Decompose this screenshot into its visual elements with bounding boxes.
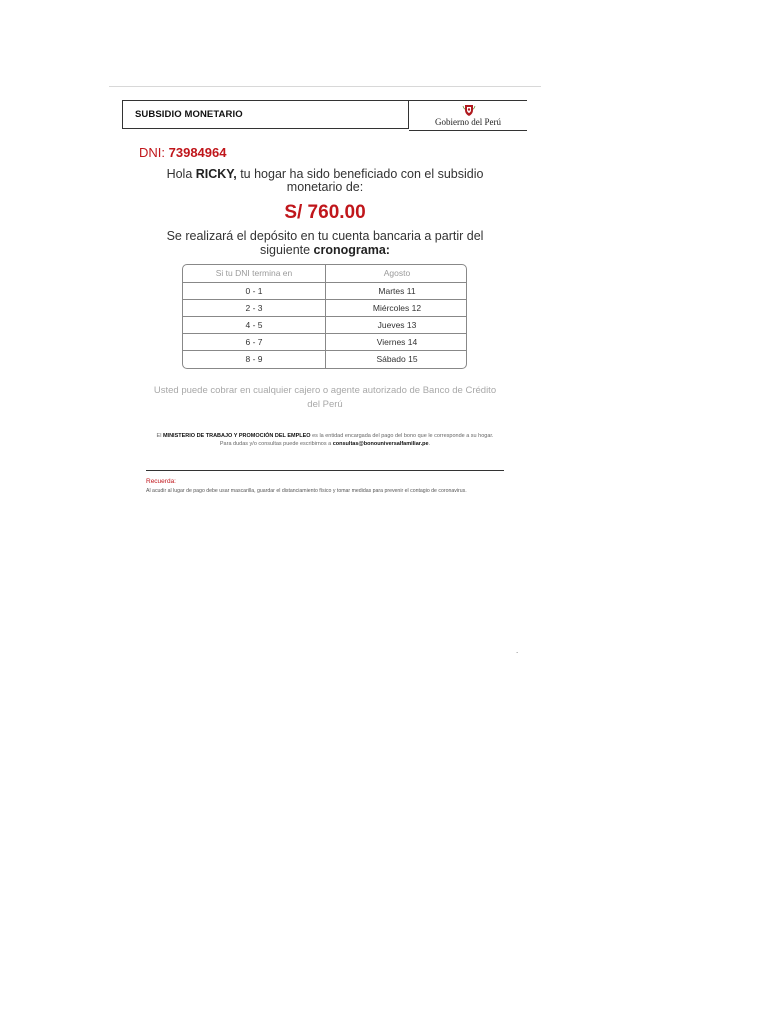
dni-range: 2 - 3 [245,303,263,313]
stray-dot: . [516,646,519,655]
ministry-prefix: El [156,433,163,439]
payment-date: Sábado 15 [376,354,418,364]
table-row [183,333,466,350]
top-divider [109,86,541,87]
reminder-title: Recuerda: [146,478,176,485]
greeting-prefix: Hola [166,167,196,181]
dni-number: 73984964 [168,145,227,160]
ministry-suffix: es la entidad encargada del pago del bono que le corresponde a su hogar. [310,433,494,439]
header-month: Agosto [383,268,411,278]
table-row [183,316,466,333]
payment-date: Viernes 14 [376,337,418,347]
dni-range: 6 - 7 [245,337,263,347]
dni-label: DNI: [139,145,169,160]
deposit-bold: cronograma: [313,243,390,257]
collection-info: Usted puede cobrar en cualquier cajero o agente autorizado de Banco de Crédito del Perú [153,385,497,410]
table-row [183,282,466,299]
header-title-box [122,100,409,129]
schedule-table [182,264,467,369]
dni-range: 4 - 5 [245,320,263,330]
beneficiary-name: RICKY, [195,167,237,181]
gobierno-logo [409,100,527,131]
dni-range: 8 - 9 [245,354,263,364]
subsidy-amount: S/ 760.00 [284,202,366,223]
ministry-name: MINISTERIO DE TRABAJO Y PROMOCIÓN DEL EMPLEO [162,433,311,439]
payment-date: Miércoles 12 [372,303,422,313]
contact-suffix: . [428,441,431,447]
payment-date: Jueves 13 [377,320,417,330]
ministry-info [150,432,500,448]
document-title: SUBSIDIO MONETARIO [135,109,243,120]
shield-icon [462,103,476,117]
bottom-divider [146,470,504,471]
greeting-suffix: tu hogar ha sido beneficiado con el subsidio monetario de: [236,167,484,194]
table-header-row [183,265,466,282]
contact-prefix: Para dudas y/o consultas puede escribirnos a [219,441,333,447]
logo-text: Gobierno del Perú [435,117,501,127]
header-dni-ending: Si tu DNI termina en [215,268,293,278]
greeting-text [150,168,500,194]
table-row [183,350,466,367]
dni-line [139,145,226,160]
table-row [183,299,466,316]
dni-range: 0 - 1 [245,286,263,296]
deposit-message: Se realizará el depósito en tu cuenta bancaria a partir del siguiente [166,229,484,257]
payment-date: Martes 11 [378,286,416,296]
reminder-body: Al acudir al lugar de pago debe usar mascarilla, guardar el distanciamiento físico y tomar medidas para prevenir el contagio de coronavirus. [146,488,467,494]
deposit-text [150,229,500,257]
contact-email-link[interactable]: consultas@bonouniversalfamiliar.pe [332,441,429,447]
